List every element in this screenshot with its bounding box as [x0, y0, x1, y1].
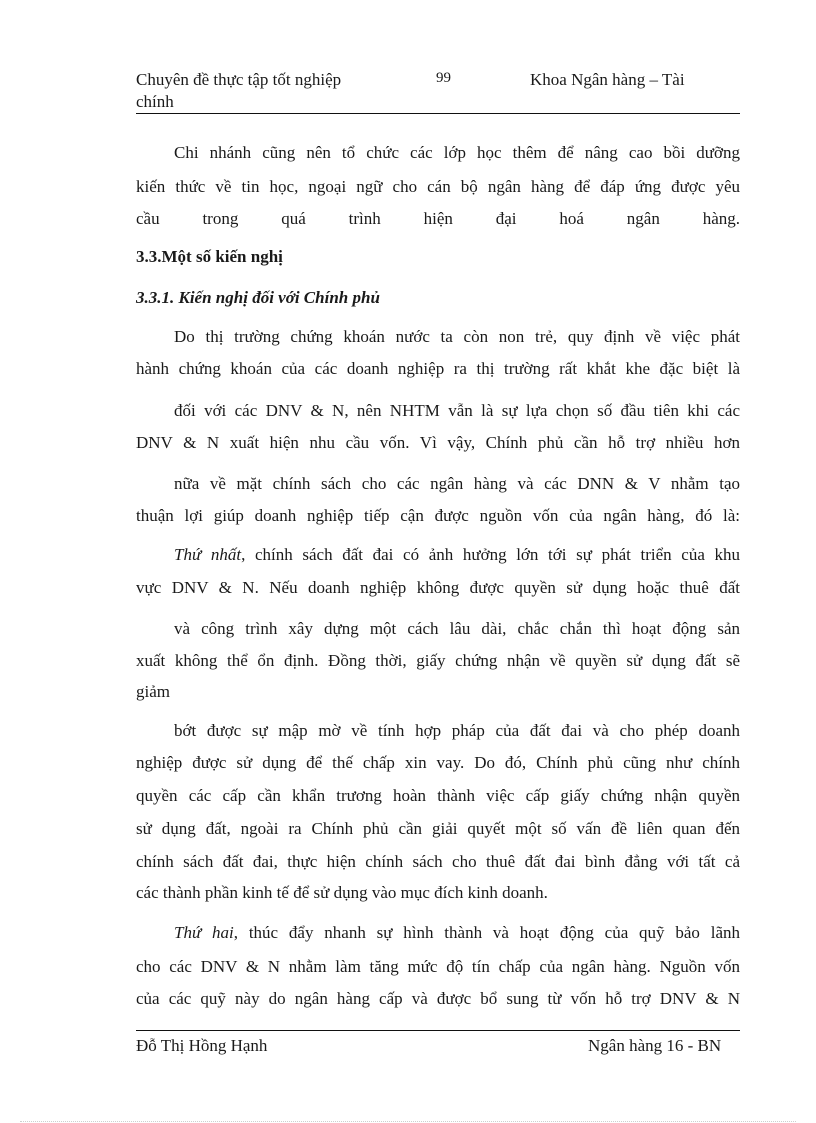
paragraph-line: xuất không thể ổn định. Đồng thời, giấy chứng nhận về quyền sử dụng đất sẽ — [136, 651, 740, 670]
section-heading: 3.3.Một số kiến nghị — [136, 247, 283, 266]
page-boundary — [20, 1121, 796, 1122]
footer-author: Đỗ Thị Hồng Hạnh — [136, 1036, 268, 1055]
header-department: Khoa Ngân hàng – Tài — [530, 70, 685, 89]
paragraph-line: vực DNV & N. Nếu doanh nghiệp không được quyền sử dụng hoặc thuê đất — [136, 578, 740, 597]
header-title-line2: chính — [136, 92, 174, 111]
paragraph-line: bớt được sự mập mờ về tính hợp pháp của đất đai và cho phép doanh — [174, 721, 740, 740]
emphasis-lead: Thứ nhất — [174, 545, 242, 564]
paragraph-line: các thành phần kinh tế để sử dụng vào mục đích kinh doanh. — [136, 883, 548, 902]
paragraph-line: chính sách đất đai, thực hiện chính sách cho thuê đất đai bình đẳng với tất cả — [136, 852, 740, 871]
paragraph-line: Do thị trường chứng khoán nước ta còn non trẻ, quy định về việc phát — [174, 327, 740, 346]
paragraph-line: của các quỹ này do ngân hàng cấp và được bổ sung từ vốn hỗ trợ DNV & N — [136, 989, 740, 1008]
footer-class: Ngân hàng 16 - BN — [588, 1036, 722, 1055]
paragraph-line: hành chứng khoán của các doanh nghiệp ra thị trường rất khắt khe đặc biệt là — [136, 359, 740, 378]
emphasis-lead: Thứ hai — [174, 923, 234, 942]
paragraph-line: quyền các cấp cần khẩn trương hoàn thành việc cấp giấy chứng nhận quyền — [136, 786, 740, 805]
paragraph-line: DNV & N xuất hiện nhu cầu vốn. Vì vậy, Chính phủ cần hỗ trợ nhiều hơn — [136, 433, 740, 452]
paragraph-line: và công trình xây dựng một cách lâu dài, chắc chắn thì hoạt động sản — [174, 619, 740, 638]
paragraph-line: cho các DNV & N nhằm làm tăng mức độ tín chấp của ngân hàng. Nguồn vốn — [136, 957, 740, 976]
paragraph-line: thuận lợi giúp doanh nghiệp tiếp cận được nguồn vốn của ngân hàng, đó là: — [136, 506, 740, 525]
page-number: 99 — [436, 70, 451, 86]
paragraph-line: giảm — [136, 682, 170, 701]
paragraph-line: Chi nhánh cũng nên tổ chức các lớp học thêm để nâng cao bồi dưỡng — [174, 143, 740, 162]
header-title-line1: Chuyên đề thực tập tốt nghiệp — [136, 70, 342, 89]
paragraph-line: nữa về mặt chính sách cho các ngân hàng và các DNN & V nhằm tạo — [174, 474, 740, 493]
paragraph-line: đối với các DNV & N, nên NHTM vẫn là sự lựa chọn số đầu tiên khi các — [174, 401, 740, 420]
paragraph-line: Thứ nhất, chính sách đất đai có ảnh hưởng lớn tới sự phát triển của khu — [174, 545, 740, 564]
paragraph-line: sử dụng đất, ngoài ra Chính phủ cần giải quyết một số vấn đề liên quan đến — [136, 819, 740, 838]
subsection-heading: 3.3.1. Kiến nghị đối với Chính phủ — [136, 288, 380, 307]
paragraph-line: kiến thức về tin học, ngoại ngữ cho cán bộ ngân hàng để đáp ứng được yêu — [136, 177, 740, 196]
footer-rule — [136, 1030, 740, 1031]
paragraph-line: cầu trong quá trình hiện đại hoá ngân hàng. — [136, 209, 740, 228]
header-rule — [136, 113, 740, 114]
paragraph-line: nghiệp được sử dụng để thế chấp xin vay. Do đó, Chính phủ cũng như chính — [136, 753, 740, 772]
paragraph-line: Thứ hai, thúc đẩy nhanh sự hình thành và hoạt động của quỹ bảo lãnh — [174, 923, 740, 942]
